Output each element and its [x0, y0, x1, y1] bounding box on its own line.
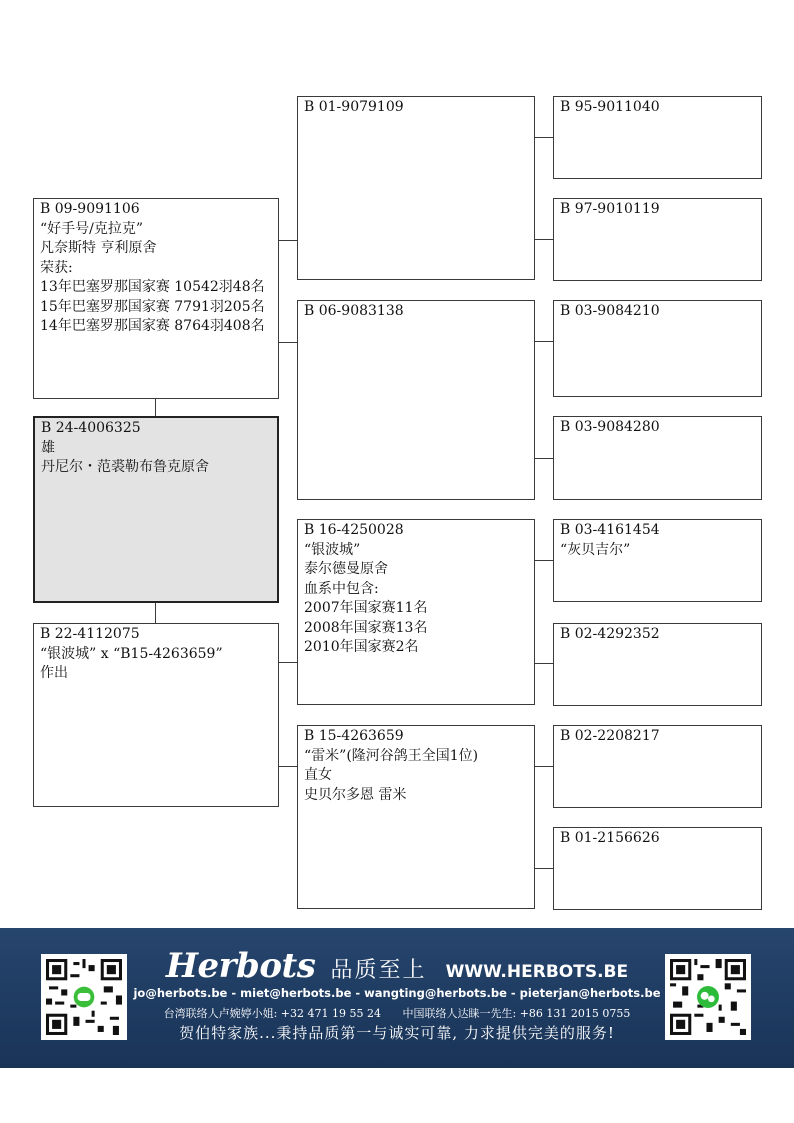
- pedigree-detail-line: “灰贝吉尔”: [560, 541, 631, 558]
- contact-taiwan: 台湾联络人卢婉婷小姐: +32 471 19 55 24: [163, 1007, 381, 1020]
- pedigree-detail-line: 丹尼尔・范裘勒布鲁克原舍: [41, 459, 209, 475]
- slogan: 品质至上: [330, 958, 427, 983]
- pedigree-detail-line: 14年巴塞罗那国家赛 8764羽408名: [40, 318, 265, 334]
- qr-code-image: [670, 959, 746, 1035]
- pedigree-detail-line: 雄: [41, 439, 55, 456]
- connector-line: [535, 560, 553, 561]
- pedigree-detail-line: 史贝尔多恩 雷米: [304, 786, 407, 803]
- connector-line: [535, 137, 553, 138]
- connector-line: [535, 766, 553, 767]
- ring-number: B 16-4250028: [304, 522, 404, 538]
- pedigree-detail-line: 2010年国家赛2名: [304, 639, 419, 655]
- footer-banner: [0, 928, 794, 1068]
- pedigree-detail-line: 2007年国家赛11名: [304, 600, 428, 616]
- pedigree-detail-line: “银波城”: [304, 541, 361, 558]
- ring-number: B 97-9010119: [560, 201, 660, 217]
- pedigree-detail-line: “雷米”(隆河谷鸽王全国1位): [304, 747, 479, 764]
- pedigree-box-sire-dam: [297, 300, 535, 500]
- ring-number: B 06-9083138: [304, 303, 404, 319]
- pedigree-detail-line: 荣获:: [40, 259, 73, 276]
- connector-line: [155, 603, 156, 623]
- website-link[interactable]: WWW.HERBOTS.BE: [445, 962, 629, 982]
- connector-line: [535, 458, 553, 459]
- qr-code-right[interactable]: [665, 954, 751, 1040]
- ring-number: B 02-4292352: [560, 626, 660, 642]
- pedigree-detail-line: 血系中包含:: [304, 580, 379, 597]
- pedigree-detail-line: “好手号/克拉克”: [40, 220, 144, 237]
- pedigree-box-dsd: [553, 623, 762, 706]
- pedigree-box-dds: [553, 725, 762, 808]
- pedigree-detail-line: “银波城” x “B15-4263659”: [40, 645, 223, 662]
- contact-china: 中国联络人达睐一先生: +86 131 2015 0755: [402, 1007, 631, 1020]
- connector-line: [155, 399, 156, 416]
- pedigree-box-sds: [553, 300, 762, 397]
- ring-number: B 01-2156626: [560, 830, 660, 846]
- ring-number: B 02-2208217: [560, 728, 660, 744]
- pedigree-detail-line: 凡奈斯特 亨利原舍: [40, 240, 157, 256]
- pedigree-box-subject: [33, 416, 279, 603]
- ring-number: B 03-9084280: [560, 419, 660, 435]
- connector-line: [279, 766, 297, 767]
- pedigree-box-sdd: [553, 416, 762, 500]
- pedigree-box-ddd: [553, 827, 762, 910]
- pedigree-box-dam: [33, 623, 279, 807]
- connector-line: [535, 663, 553, 664]
- pedigree-detail-line: 13年巴塞罗那国家赛 10542羽48名: [40, 279, 265, 295]
- ring-number: B 22-4112075: [40, 626, 140, 642]
- pedigree-box-sire: [33, 198, 279, 399]
- pedigree-box-ssd: [553, 198, 762, 281]
- pedigree-detail-line: 泰尔德曼原舍: [304, 561, 388, 577]
- pedigree-detail-line: 2008年国家赛13名: [304, 619, 428, 636]
- pedigree-box-sire-sire: [297, 96, 535, 280]
- connector-line: [279, 342, 297, 343]
- email-list[interactable]: jo@herbots.be - miet@herbots.be - wangting@herbots.be - pieterjan@herbots.be: [133, 986, 661, 1000]
- ring-number: B 01-9079109: [304, 99, 404, 115]
- ring-number: B 03-4161454: [560, 522, 660, 538]
- ring-number: B 24-4006325: [41, 420, 141, 436]
- ring-number: B 15-4263659: [304, 728, 404, 744]
- connector-line: [279, 240, 297, 241]
- connector-line: [535, 341, 553, 342]
- pedigree-detail-line: 15年巴塞罗那国家赛 7791羽205名: [40, 298, 265, 315]
- connector-line: [535, 239, 553, 240]
- connector-line: [279, 662, 297, 663]
- pedigree-detail-line: 作出: [40, 665, 68, 681]
- ring-number: B 03-9084210: [560, 303, 660, 319]
- pedigree-box-dam-sire: [297, 519, 535, 705]
- pedigree-detail-line: 直女: [304, 767, 332, 783]
- connector-line: [535, 868, 553, 869]
- brand-logo: Herbots: [165, 946, 316, 986]
- ring-number: B 95-9011040: [560, 99, 660, 115]
- pedigree-box-dam-dam: [297, 725, 535, 909]
- pedigree-box-sss: [553, 96, 762, 179]
- pedigree-box-dss: [553, 519, 762, 602]
- mission-statement: 贺伯特家族...秉持品质第一与诚实可靠, 力求提供完美的服务!: [179, 1024, 615, 1042]
- ring-number: B 09-9091106: [40, 201, 140, 217]
